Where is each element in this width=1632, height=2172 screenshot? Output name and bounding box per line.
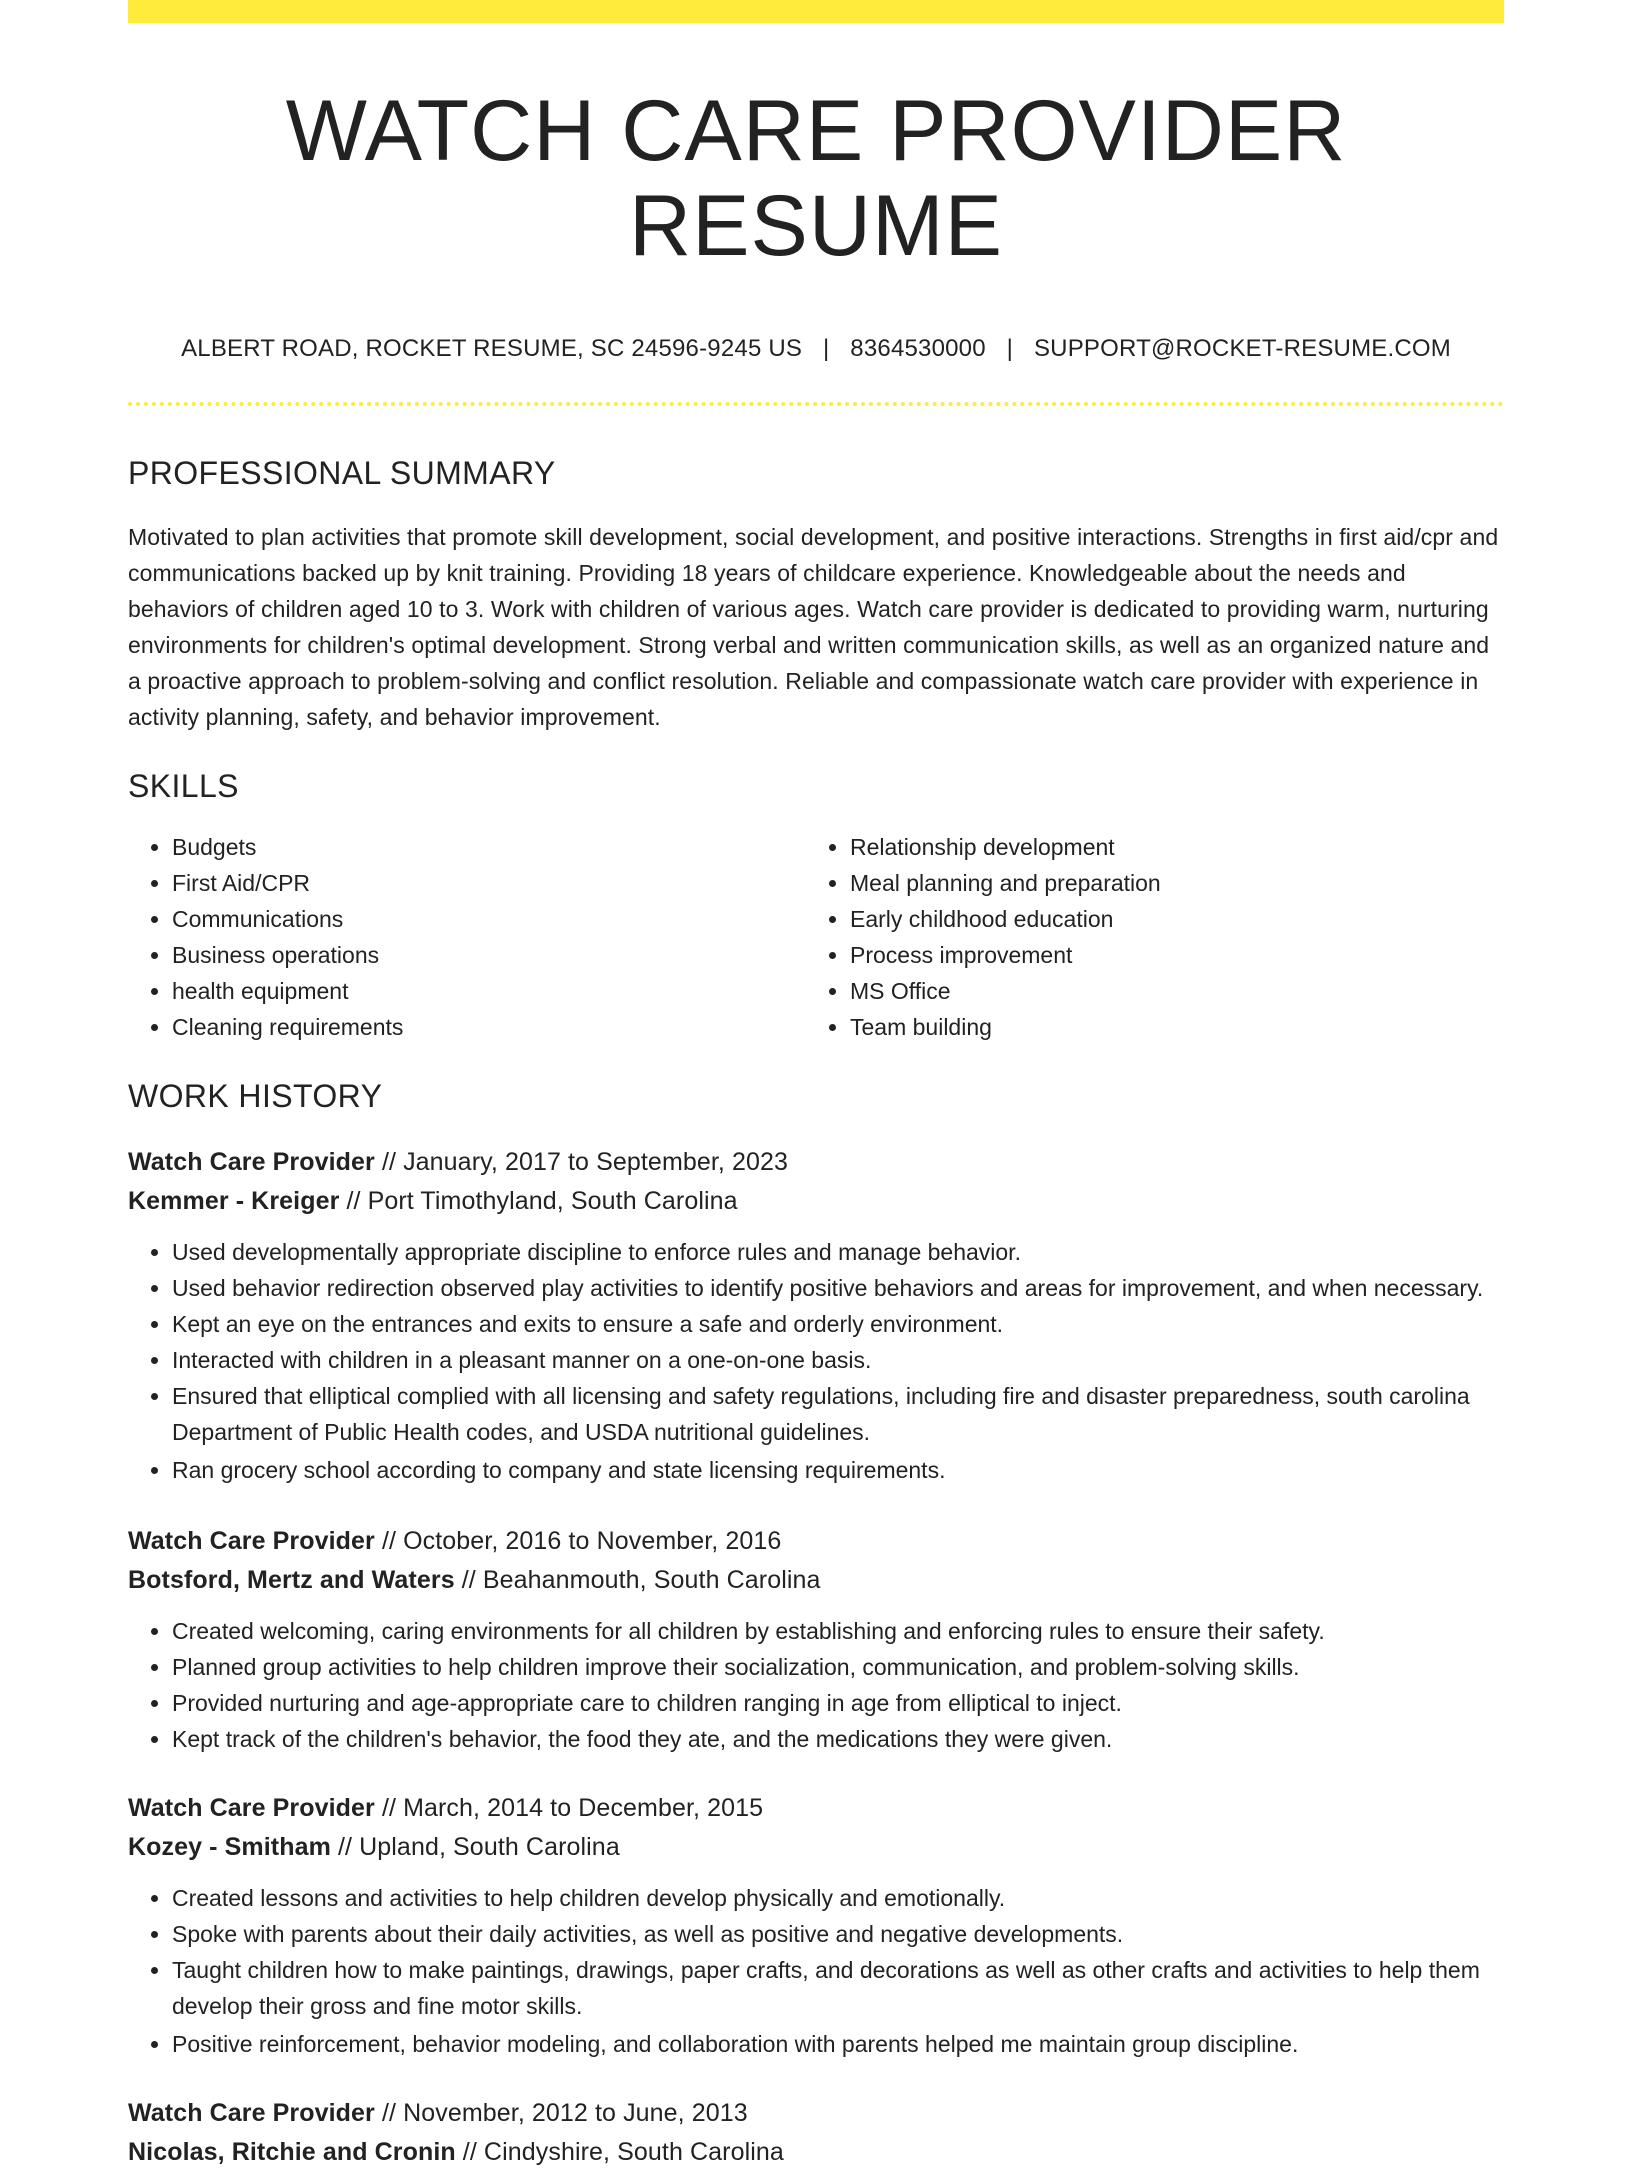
job-dates: // October, 2016 to November, 2016 — [381, 1527, 782, 1556]
job-location: // Port Timothyland, South Carolina — [346, 1187, 738, 1216]
job-bullet: • Interacted with children in a pleasant manner on a one-on-one basis. — [172, 1342, 1504, 1378]
dotted-divider — [128, 402, 1504, 406]
job-bullet: • Ensured that elliptical complied with all licensing and safety regulations, including fire and disaster preparedness, south carolina Department of Public Health codes, and USDA nutritional guidelines. — [172, 1378, 1504, 1450]
contact-separator: | — [822, 335, 830, 363]
job-bullet: • Created welcoming, caring environments for all children by establishing and enforcing rules to ensure their safety. — [172, 1613, 1504, 1649]
job-location: // Beahanmouth, South Carolina — [461, 1566, 821, 1595]
skill-item: • Budgets — [172, 829, 806, 865]
job-bullet: • Provided nurturing and age-appropriate care to children ranging in age from elliptical to inject. — [172, 1685, 1504, 1721]
job-bullet: • Created lessons and activities to help children develop physically and emotionally. — [172, 1880, 1504, 1916]
accent-top-bar — [128, 0, 1504, 23]
job-company-line — [128, 2133, 1504, 2172]
contact-line — [128, 335, 1504, 363]
job-location: // Upland, South Carolina — [337, 1833, 620, 1862]
job-title: Watch Care Provider — [128, 1148, 375, 1177]
job-entry — [128, 1522, 1504, 1757]
job-bullet: • Taught children how to make paintings, drawings, paper crafts, and decorations as well as other crafts and activities to help them develop their gross and fine motor skills. — [172, 1952, 1504, 2024]
job-company-line — [128, 1828, 1504, 1867]
job-company: Nicolas, Ritchie and Cronin — [128, 2138, 456, 2167]
job-title-line — [128, 1789, 1504, 1828]
job-entry — [128, 1143, 1504, 1488]
contact-phone: 8364530000 — [850, 335, 986, 363]
skills-heading: SKILLS — [128, 767, 239, 804]
job-location: // Cindyshire, South Carolina — [462, 2138, 784, 2167]
contact-address: ALBERT ROAD, ROCKET RESUME, SC 24596-9245 US — [181, 335, 803, 363]
summary-text: Motivated to plan activities that promote skill development, social development, and positive interactions. Strengths in first aid/cpr and communications backed up by knit training. Providing 18 years of childcare experience. Knowledgeable about the needs and behaviors of children aged 10 to 3. Work with children of various ages. Watch care provider is dedicated to providing warm, nurturing environments for children's optimal development. Strong verbal and written communication skills, as well as an organized nature and a proactive approach to problem-solving and conflict resolution. Reliable and compassionate watch care provider with experience in activity planning, safety, and behavior improvement. — [128, 523, 1499, 730]
job-dates: // March, 2014 to December, 2015 — [381, 1794, 764, 1823]
job-bullet: • Used developmentally appropriate discipline to enforce rules and manage behavior. — [172, 1234, 1504, 1270]
skill-item: • Business operations — [172, 937, 806, 973]
job-bullet: • Kept an eye on the entrances and exits to ensure a safe and orderly environment. — [172, 1306, 1504, 1342]
job-entry — [128, 2094, 1504, 2172]
job-title: Watch Care Provider — [128, 1794, 375, 1823]
skill-item: • Cleaning requirements — [172, 1009, 806, 1045]
summary-heading: PROFESSIONAL SUMMARY — [128, 455, 556, 492]
job-dates: // January, 2017 to September, 2023 — [381, 1148, 789, 1177]
job-entry — [128, 1789, 1504, 2062]
job-company-line — [128, 1561, 1504, 1600]
job-bullets — [128, 1880, 1504, 2062]
job-company-line — [128, 1182, 1504, 1221]
skill-item: • health equipment — [172, 973, 806, 1009]
skill-item: • Communications — [172, 901, 806, 937]
resume-title: WATCH CARE PROVIDER RESUME — [285, 83, 1347, 274]
job-bullet: • Planned group activities to help children improve their socialization, communication, and problem-solving skills. — [172, 1649, 1504, 1685]
skills-column-left — [128, 829, 806, 1045]
skill-item: • Team building — [850, 1009, 1484, 1045]
skill-item: • First Aid/CPR — [172, 865, 806, 901]
job-title-line — [128, 1143, 1504, 1182]
job-bullet: • Spoke with parents about their daily activities, as well as positive and negative developments. — [172, 1916, 1504, 1952]
job-bullet: • Positive reinforcement, behavior modeling, and collaboration with parents helped me maintain group discipline. — [172, 2026, 1504, 2062]
skills-list — [128, 829, 1504, 1045]
skill-item: • Process improvement — [850, 937, 1484, 973]
job-title-line — [128, 1522, 1504, 1561]
job-title-line — [128, 2094, 1504, 2133]
skills-column-right — [806, 829, 1484, 1045]
job-bullet: • Kept track of the children's behavior, the food they ate, and the medications they were given. — [172, 1721, 1504, 1757]
resume-page — [128, 0, 1504, 2172]
skill-item: • Meal planning and preparation — [850, 865, 1484, 901]
job-company: Kemmer - Kreiger — [128, 1187, 340, 1216]
job-company: Botsford, Mertz and Waters — [128, 1566, 455, 1595]
contact-email: SUPPORT@ROCKET-RESUME.COM — [1033, 335, 1451, 363]
job-bullets — [128, 1613, 1504, 1757]
job-bullet: • Ran grocery school according to company and state licensing requirements. — [172, 1452, 1504, 1488]
contact-separator: | — [1006, 335, 1014, 363]
job-company: Kozey - Smitham — [128, 1833, 331, 1862]
job-bullets — [128, 1234, 1504, 1488]
job-bullet: • Used behavior redirection observed play activities to identify positive behaviors and areas for improvement, and when necessary. — [172, 1270, 1504, 1306]
skill-item: • Relationship development — [850, 829, 1484, 865]
skill-item: • MS Office — [850, 973, 1484, 1009]
skill-item: • Early childhood education — [850, 901, 1484, 937]
job-dates: // November, 2012 to June, 2013 — [381, 2099, 748, 2128]
work-history-heading: WORK HISTORY — [128, 1077, 383, 1114]
job-title: Watch Care Provider — [128, 2099, 375, 2128]
job-title: Watch Care Provider — [128, 1527, 375, 1556]
